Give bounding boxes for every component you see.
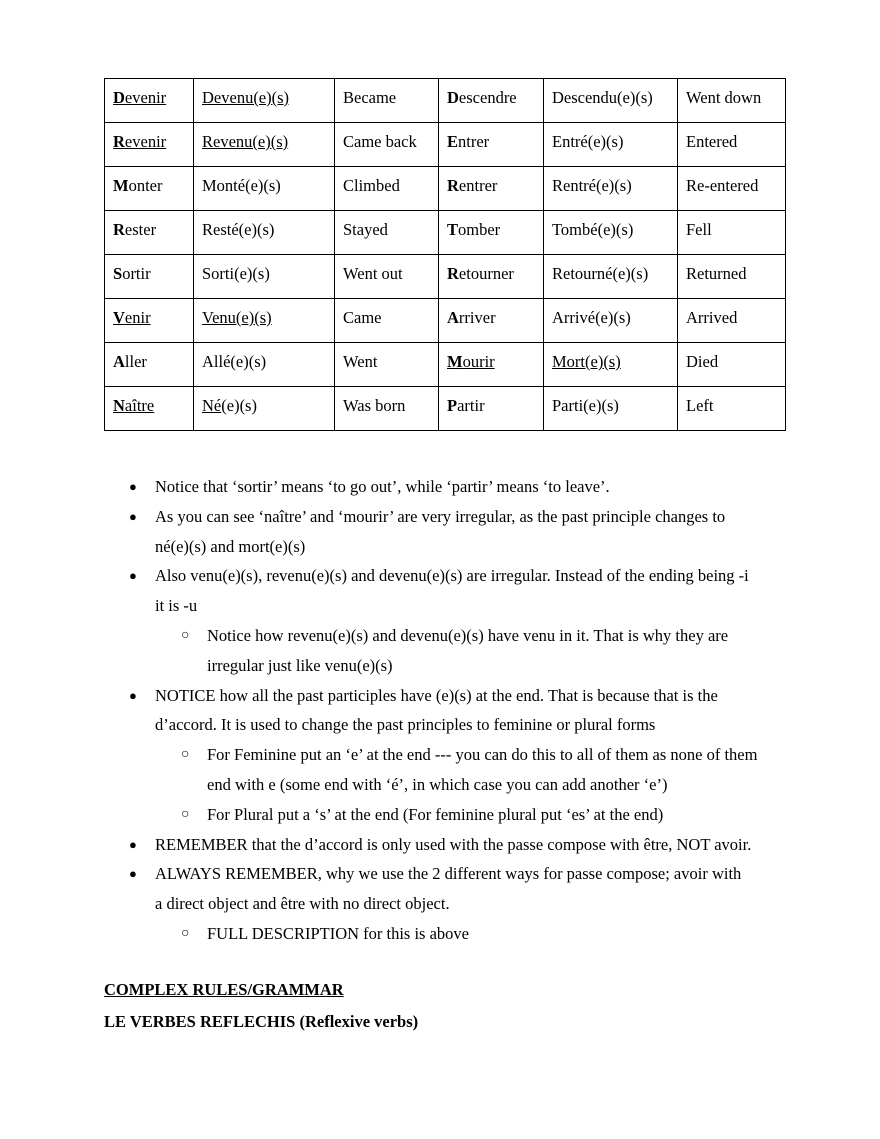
sub-bullet-item <box>104 740 794 800</box>
infinitive-cell <box>105 167 194 211</box>
subsection-heading: LE VERBES REFLECHIS (Reflexive verbs) <box>104 1012 419 1031</box>
infinitive: Rentrer <box>447 176 498 195</box>
bullet-text-line: irregular just like venu(e)(s) <box>207 655 393 675</box>
infinitive-cell <box>439 343 544 387</box>
table-row <box>105 79 786 123</box>
participle-cell: Né(e)(s) <box>194 387 335 431</box>
mnemonic-letter: A <box>113 352 125 371</box>
infinitive: Partir <box>447 396 485 415</box>
participle-cell <box>544 255 678 299</box>
bullet-text-line: d’accord. It is used to change the past principles to feminine or plural forms <box>155 715 656 735</box>
participle: Rentré(e)(s) <box>552 176 632 195</box>
infinitive: Sortir <box>113 264 151 283</box>
infinitive-cell <box>439 299 544 343</box>
table-row <box>105 167 786 211</box>
notes-list <box>104 472 794 949</box>
meaning-cell: Stayed <box>335 211 439 255</box>
infinitive: Arriver <box>447 308 496 327</box>
participle: Revenu(e)(s) <box>202 132 289 151</box>
participle: Arrivé(e)(s) <box>552 308 631 327</box>
mnemonic-letter: T <box>447 220 459 239</box>
hollow-bullet-icon: ○ <box>181 925 190 941</box>
meaning-cell: Fell <box>678 211 786 255</box>
bullet-text-line: a direct object and être with no direct object. <box>155 894 450 914</box>
bullet-text-line: Notice how revenu(e)(s) and devenu(e)(s) have venu in it. That is why they are <box>207 625 729 645</box>
meaning-cell: Was born <box>335 387 439 431</box>
etre-verbs-table <box>104 78 786 431</box>
mnemonic-letter: M <box>447 352 463 371</box>
participle-cell <box>194 123 335 167</box>
participle: Resté(e)(s) <box>202 220 275 239</box>
participle-cell <box>544 343 678 387</box>
participle: Descendu(e)(s) <box>552 88 653 107</box>
hollow-bullet-icon: ○ <box>181 747 190 763</box>
infinitive-cell <box>439 387 544 431</box>
participle-cell <box>194 211 335 255</box>
meaning-cell: Re-entered <box>678 167 786 211</box>
bullet-text-line: NOTICE how all the past participles have (e)(s) at the end. That is because that is the <box>155 685 718 705</box>
bullet-item <box>104 681 794 741</box>
participle: Venu(e)(s) <box>202 308 272 327</box>
bullet-text-line: As you can see ‘naître’ and ‘mourir’ are very irregular, as the past principle changes to <box>155 506 726 526</box>
mnemonic-letter: V <box>113 308 125 327</box>
table-row <box>105 299 786 343</box>
table-row <box>105 255 786 299</box>
infinitive: Rester <box>113 220 157 239</box>
meaning-cell: Went out <box>335 255 439 299</box>
infinitive-cell <box>439 211 544 255</box>
bullet-text-line: end with e (some end with ‘é’, in which case you can add another ‘e’) <box>207 774 668 794</box>
mnemonic-letter: R <box>113 132 125 151</box>
participle-cell <box>544 167 678 211</box>
participle-cell <box>194 79 335 123</box>
participle: Allé(e)(s) <box>202 352 267 371</box>
sub-bullet-item <box>104 621 794 681</box>
meaning-cell: Died <box>678 343 786 387</box>
infinitive-cell <box>105 343 194 387</box>
mnemonic-letter: R <box>113 220 125 239</box>
infinitive: Aller <box>113 352 147 371</box>
infinitive-cell <box>105 387 194 431</box>
bullet-text-line: FULL DESCRIPTION for this is above <box>207 923 470 943</box>
meaning-cell: Left <box>678 387 786 431</box>
infinitive: Monter <box>113 176 163 195</box>
participle-cell <box>544 387 678 431</box>
participle-cell <box>194 299 335 343</box>
infinitive-cell <box>439 79 544 123</box>
table-row <box>105 123 786 167</box>
meaning-cell: Came back <box>335 123 439 167</box>
mnemonic-letter: S <box>113 264 123 283</box>
participle-cell <box>544 299 678 343</box>
infinitive: Mourir <box>447 352 495 371</box>
bullet-text-line: né(e)(s) and mort(e)(s) <box>155 536 306 556</box>
participle: Monté(e)(s) <box>202 176 281 195</box>
sub-bullet-item <box>104 919 794 949</box>
infinitive: Descendre <box>447 88 517 107</box>
mnemonic-letter: M <box>113 176 129 195</box>
infinitive-cell <box>105 255 194 299</box>
meaning-cell: Went <box>335 343 439 387</box>
participle: Tombé(e)(s) <box>552 220 634 239</box>
mnemonic-letter: D <box>113 88 125 107</box>
table-row <box>105 211 786 255</box>
participle: Entré(e)(s) <box>552 132 624 151</box>
participle: Mort(e)(s) <box>552 352 621 371</box>
infinitive: Naître <box>113 396 155 415</box>
meaning-cell: Arrived <box>678 299 786 343</box>
meaning-cell: Went down <box>678 79 786 123</box>
infinitive: Tomber <box>447 220 501 239</box>
bullet-icon: ● <box>129 568 137 584</box>
mnemonic-letter: R <box>447 264 459 283</box>
infinitive: Devenir <box>113 88 167 107</box>
infinitive: Venir <box>113 308 151 327</box>
infinitive-cell <box>105 79 194 123</box>
bullet-icon: ● <box>129 866 137 882</box>
infinitive-cell <box>439 167 544 211</box>
infinitive-cell <box>105 123 194 167</box>
section-heading: COMPLEX RULES/GRAMMAR <box>104 980 344 999</box>
mnemonic-letter: R <box>447 176 459 195</box>
bullet-text-line: For Feminine put an ‘e’ at the end --- you can do this to all of them as none of them <box>207 745 758 765</box>
bullet-item <box>104 472 794 502</box>
bullet-icon: ● <box>129 508 137 524</box>
meaning-cell: Returned <box>678 255 786 299</box>
participle-cell <box>544 123 678 167</box>
participle-underlined: Né <box>202 396 222 415</box>
bullet-text-line: REMEMBER that the d’accord is only used with the passe compose with être, NOT avoir. <box>155 834 752 854</box>
infinitive: Entrer <box>447 132 490 151</box>
bullet-text-line: For Plural put a ‘s’ at the end (For feminine plural put ‘es’ at the end) <box>207 804 664 824</box>
meaning-cell: Came <box>335 299 439 343</box>
bullet-icon: ● <box>129 836 137 852</box>
table-row <box>105 387 786 431</box>
bullet-text-line: ALWAYS REMEMBER, why we use the 2 different ways for passe compose; avoir with <box>155 864 742 884</box>
participle: Devenu(e)(s) <box>202 88 290 107</box>
participle-cell <box>194 167 335 211</box>
bullet-text-line: Notice that ‘sortir’ means ‘to go out’, while ‘partir’ means ‘to leave’. <box>155 477 610 496</box>
infinitive-cell <box>105 211 194 255</box>
bullet-item <box>104 502 794 562</box>
bullet-item <box>104 561 794 621</box>
participle: Sorti(e)(s) <box>202 264 270 283</box>
participle-cell <box>544 211 678 255</box>
mnemonic-letter: A <box>447 308 459 327</box>
participle-cell <box>194 255 335 299</box>
participle-cell <box>194 343 335 387</box>
infinitive-cell <box>105 299 194 343</box>
hollow-bullet-icon: ○ <box>181 627 190 643</box>
sub-bullet-item <box>104 800 794 830</box>
mnemonic-letter: P <box>447 396 458 415</box>
bullet-text-line: it is -u <box>155 596 198 616</box>
bullet-icon: ● <box>129 687 137 703</box>
bullet-icon: ● <box>129 479 137 494</box>
meaning-cell: Became <box>335 79 439 123</box>
infinitive: Revenir <box>113 132 167 151</box>
table-row <box>105 343 786 387</box>
hollow-bullet-icon: ○ <box>181 806 190 822</box>
participle: Retourné(e)(s) <box>552 264 649 283</box>
mnemonic-letter: E <box>447 132 459 151</box>
infinitive-cell <box>439 123 544 167</box>
infinitive: Retourner <box>447 264 514 283</box>
mnemonic-letter: N <box>113 396 125 415</box>
bullet-text-line: Also venu(e)(s), revenu(e)(s) and devenu(e)(s) are irregular. Instead of the ending being -i <box>155 566 749 586</box>
participle-cell <box>544 79 678 123</box>
bullet-item <box>104 859 794 919</box>
bullet-item <box>104 830 794 860</box>
mnemonic-letter: D <box>447 88 459 107</box>
meaning-cell: Entered <box>678 123 786 167</box>
participle: Parti(e)(s) <box>552 396 619 415</box>
meaning-cell: Climbed <box>335 167 439 211</box>
infinitive-cell <box>439 255 544 299</box>
